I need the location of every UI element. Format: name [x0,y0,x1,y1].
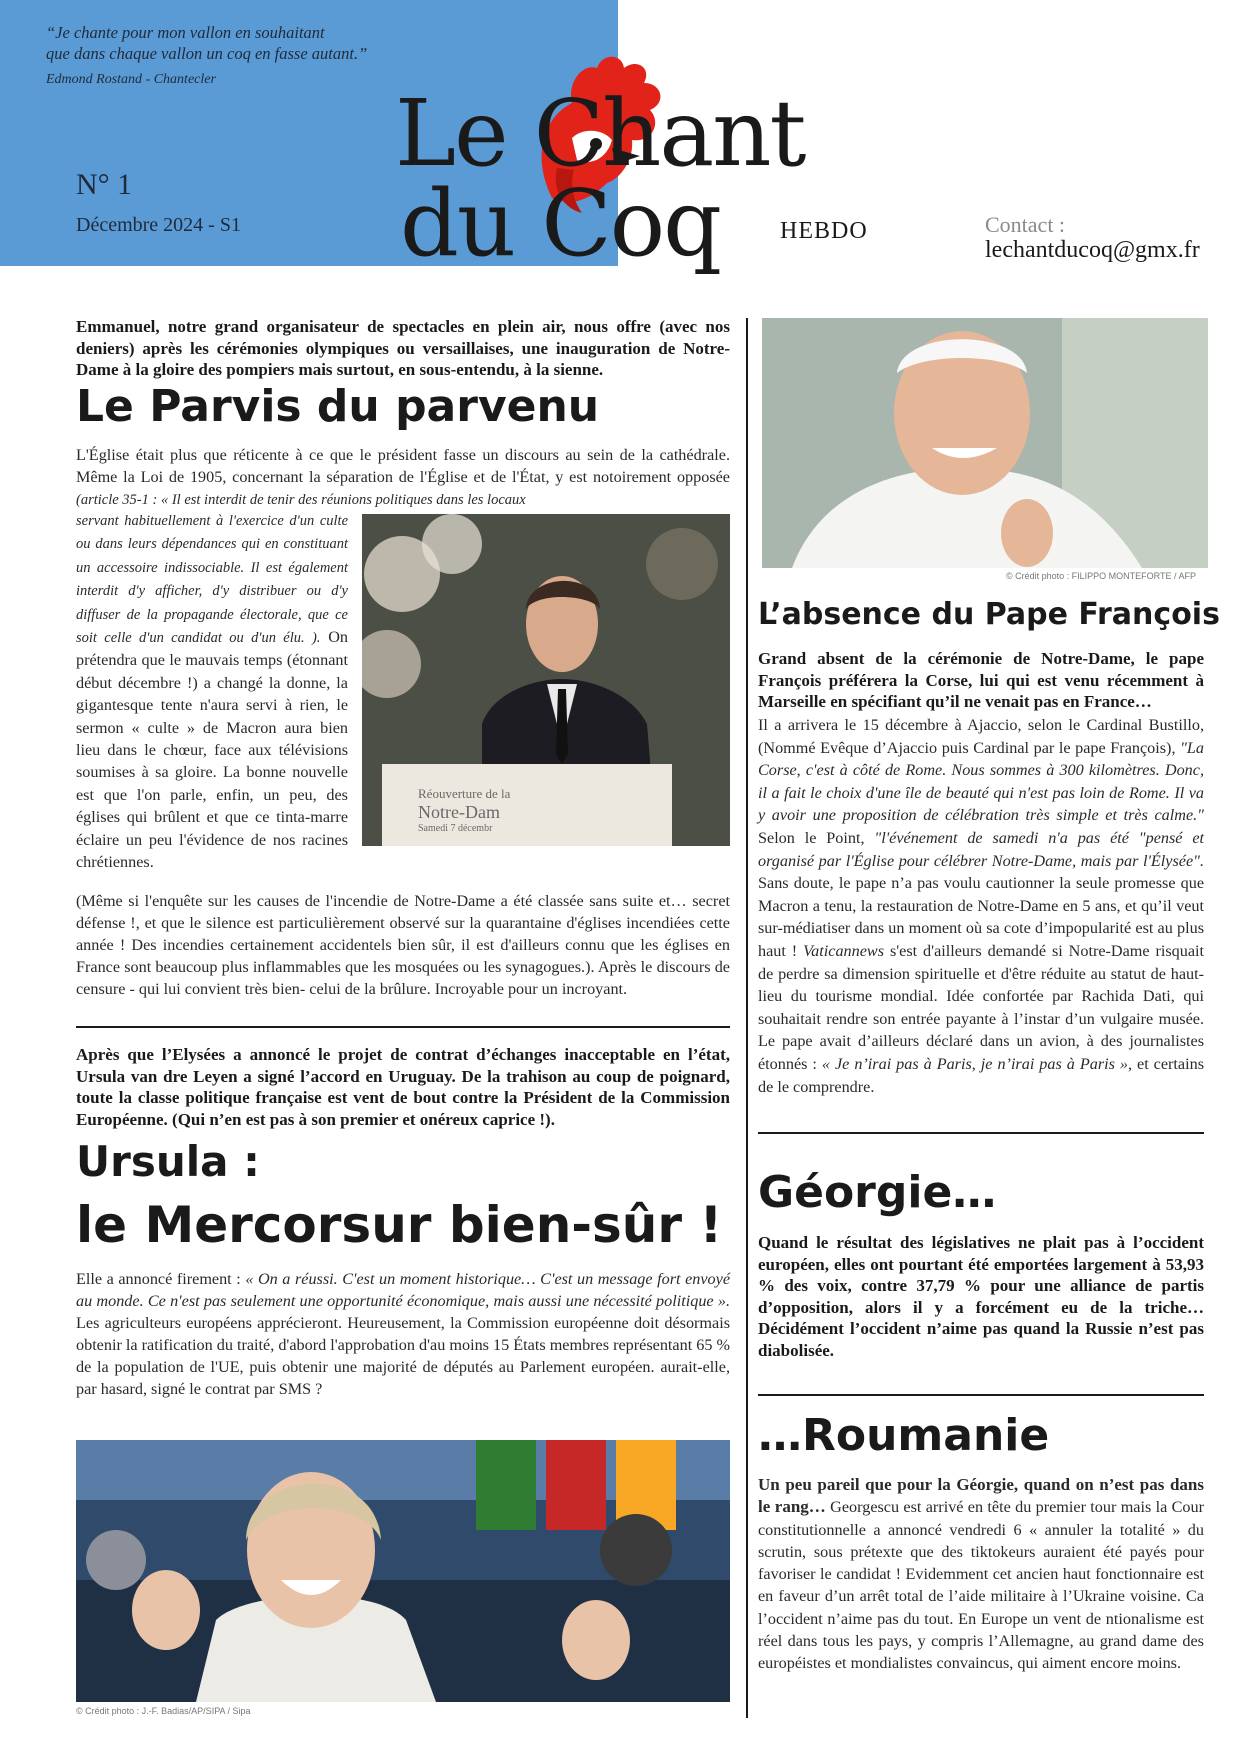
article-4-headline: Géorgie… [758,1167,997,1218]
article-1-body-rest: (Même si l'enquête sur les causes de l'incendie de Notre-Dame a été classée sans suite et… secret défense !, et que le silence est particulièrement observé sur la quarantaine d'églises incendiées cette année ! Des incendies certainement accidentels bien sûr, il est d'ailleurs connu que les églises en France sont beaucoup plus inflammables que les mosquées ou les synagogues.). Après le discours de censure - qui lui convient très bien- celui de la brûlure. Incroyable pour un incroyant. [76,892,730,998]
column-divider [746,318,748,1718]
newspaper-title-line-2: du Coq [400,170,721,277]
quote-line-2: que dans chaque vallon un coq en fasse autant.” [46,44,368,63]
contact-label: Contact : [985,212,1066,237]
article-3-body-d: s'est d'ailleurs demandé si Notre-Dame risquait de perdre sa dimension spirituelle et d'être réduite au statut de haut-lieu du tourisme mondial. Idée confortée par Rachida Dati, qui souhaitait rendre son entrée payante à l’instar d’un vulgaire musée. Le pape avait d’ailleurs déclaré dans un avion, à des journalistes étonnés : [758,941,1205,1073]
photo-sign-line-3: Samedi 7 décembr [418,823,493,834]
article-3-photo-credit: © Crédit photo : FILIPPO MONTEFORTE / AFP [1006,571,1197,581]
article-2-headline-line-1: Ursula : [76,1137,260,1186]
article-1-intro-text: L'Église était plus que réticente à ce que le président fasse un discours au sein de la cathédrale. Même la Loi de 1905, concernant la séparation de l'Église et de l'État, y est notoirement opposée [76,446,730,486]
von-der-leyen-photo-illustration [76,1440,730,1702]
article-1-law-quote: servant habituellement à l'exercice d'un culte ou dans leurs dépendances qui en constituant un accessoire indissociable. Il est également interdit d'y afficher, d'y distribuer ou d'y diffuser de la propagande électorale, que ce soit celle d'un candidat ou d'un élu. ). [76,513,348,647]
quote-author: Edmond Rostand - Chantecler [46,72,216,87]
newspaper-title-line-1: Le Chant [395,80,805,187]
right-column-separator-2 [758,1394,1204,1396]
article-3-lead: Grand absent de la cérémonie de Notre-Dame, le pape François préférera la Corse, lui qui est venu récemment à Marseille en spécifiant qu’il ne venait pas en France… [758,649,1204,711]
article-1-lead: Emmanuel, notre grand organisateur de spectacles en plein air, nous offre (avec nos deniers) après les cérémonies olympiques ou versaillaises, une inauguration de Notre-Dame à la gloire des pompiers mais surtout, en sous-entendu, à la sienne. [76,317,730,379]
article-2-lead: Après que l’Elysées a annoncé le projet de contrat d’échanges inacceptable en l’état, Ursula van dre Leyen a signé l’accord en Uruguay. De la trahison au coup de poignard, toute la classe politique française est vent de bout contre la Président de la Commission Européenne. (Qui n’en est pas à son premier et onéreux caprice !). [76,1045,730,1129]
article-1-headline: Le Parvis du parvenu [76,381,600,432]
article-3-body-c: Sans doute, le pape n’a pas voulu cautionner la seule promesse que Macron a tenu, la restauration de Notre-Dame en 5 ans, et qu’il veut sur-médiatiser dans un moment où sa cote d’impopularité est au plus haut ! [758,874,1204,960]
article-1-side-body: On prétendra que le mauvais temps (étonnant début décembre !) a changé la donne, la gigantesque tente n'aura servi à rien, le sermon « culte » de Macron aura bien lieu dans le chœur, face aux télévisions soumises à sa gloire. La bonne nouvelle est que l'on parle, enfin, un peu, des églises qui brûlent et que ce tinta-marre éclaire un peu l'évidence de nos racines chrétiennes. [76,628,348,872]
macron-photo [362,514,730,846]
article-4-lead: Quand le résultat des législatives ne plait pas à l’occident européen, elles ont pourtant été emportées largement à 53,93 % des voix, contre 37,79 % pour une alliance de partis d’opposition, alors il y a forcément eu de la triche… Décidément l’occident n’aime pas quand la Russie n’est pas diabolisée. [758,1233,1204,1360]
von-der-leyen-photo [76,1440,730,1702]
photo-sign-line-1: Réouverture de la [418,786,511,801]
article-2-body-quote: « On a réussi. C'est un moment historique… C'est un message fort envoyé au monde. Ce n'est pas seulement une opportunité économique, mais aussi une nécessité politique ». [76,1270,731,1310]
issue-date: Décembre 2024 - S1 [76,214,241,236]
article-2-body-rest: Les agriculteurs européens apprécieront. Heureusement, la Commission européenne doit désormais obtenir la ratification du traité, d'abord l'approbation d'au moins 15 États membres représentant 65 % de la population de l'UE, puis obtenir une majorité de députés au Parlement européen. aurait-elle, par hasard, signé le contrat par SMS ? [76,1314,730,1398]
article-2-headline-line-2: le Mercorsur bien-sûr ! [76,1196,723,1254]
quote-line-1: “Je chante pour mon vallon en souhaitant [46,23,325,42]
article-2-photo-credit: © Crédit photo : J.-F. Badias/AP/SIPA / Sipa [76,1706,251,1716]
article-3-headline: L’absence du Pape François [758,597,1220,632]
article-1-body-intro [76,444,730,511]
photo-sign-line-2: Notre-Dam [418,802,500,822]
contact-email-link[interactable]: lechantducoq@gmx.fr [985,237,1200,263]
issue-number: N° 1 [76,168,133,201]
article-3-vaticannews: Vaticannews [803,941,885,960]
article-3-body-a: Il a arrivera le 15 décembre à Ajaccio, selon le Cardinal Bustillo, (Nommé Evêque d’Ajaccio puis Cardinal par le pape François), [758,716,1204,757]
article-1-intro-italic: (article 35-1 : « Il est interdit de tenir des réunions politiques dans les locaux [76,492,526,508]
right-column-separator-1 [758,1132,1204,1134]
article-5-headline: …Roumanie [758,1410,1050,1461]
article-5-lead: Un peu pareil que pour la Géorgie, quand on n’est pas dans le rang… [758,1475,1204,1517]
article-3-body [758,714,1204,1098]
pope-francis-photo-illustration [762,318,1208,568]
article-3-body-b: Selon le Point, [758,828,865,847]
article-2-body-start: Elle a annoncé firement : [76,1270,241,1288]
article-1-side-text [76,509,348,874]
article-2-body [76,1268,730,1400]
pope-francis-photo [762,318,1208,568]
photo-sign-text [418,786,510,834]
article-separator [76,1026,730,1028]
article-5-body-text: Georgescu est arrivé en tête du premier tour mais la Cour constitutionnelle a annoncé vendredi 6 « annuler la totalité » du scrutin, sous prétexte que des tiktokeurs auraient été payés pour favoriser le candidat ! Evidemment cet ancien haut fonctionnaire est en faveur d’un arrêt total de l’aide militaire à l’Ukraine voisine. Ca l’occident n’aime pas du tout. En Europe un vent de ntionalisme est réel dans tous les pays, y compris l’Allemagne, au grand dame des européistes et mondialistes convaincus, qui aiment encore moins. [758,1498,1205,1673]
newspaper-subtitle: HEBDO [780,218,868,244]
article-5-body [758,1474,1204,1675]
article-3-quote-c: « Je n’irai pas à Paris, je n’irai pas à Paris » [821,1054,1128,1073]
article-3-body-e: , et certains de le comprendre. [758,1054,1204,1096]
article-3-quote-a: "La Corse, c'est à côté de Rome. Nous sommes à 300 kilomètres. Donc, il a fait le choix d'une île de beauté qui n'est pas loin de Rome. Il va y avoir une proposition de célébration très simple et très calme." [758,738,1205,825]
article-3-quote-b: "l'événement de samedi n'a pas été "pensé et organisé par l'Église pour célébrer Notre-Dame, mais par l'Élysée". [758,828,1204,870]
